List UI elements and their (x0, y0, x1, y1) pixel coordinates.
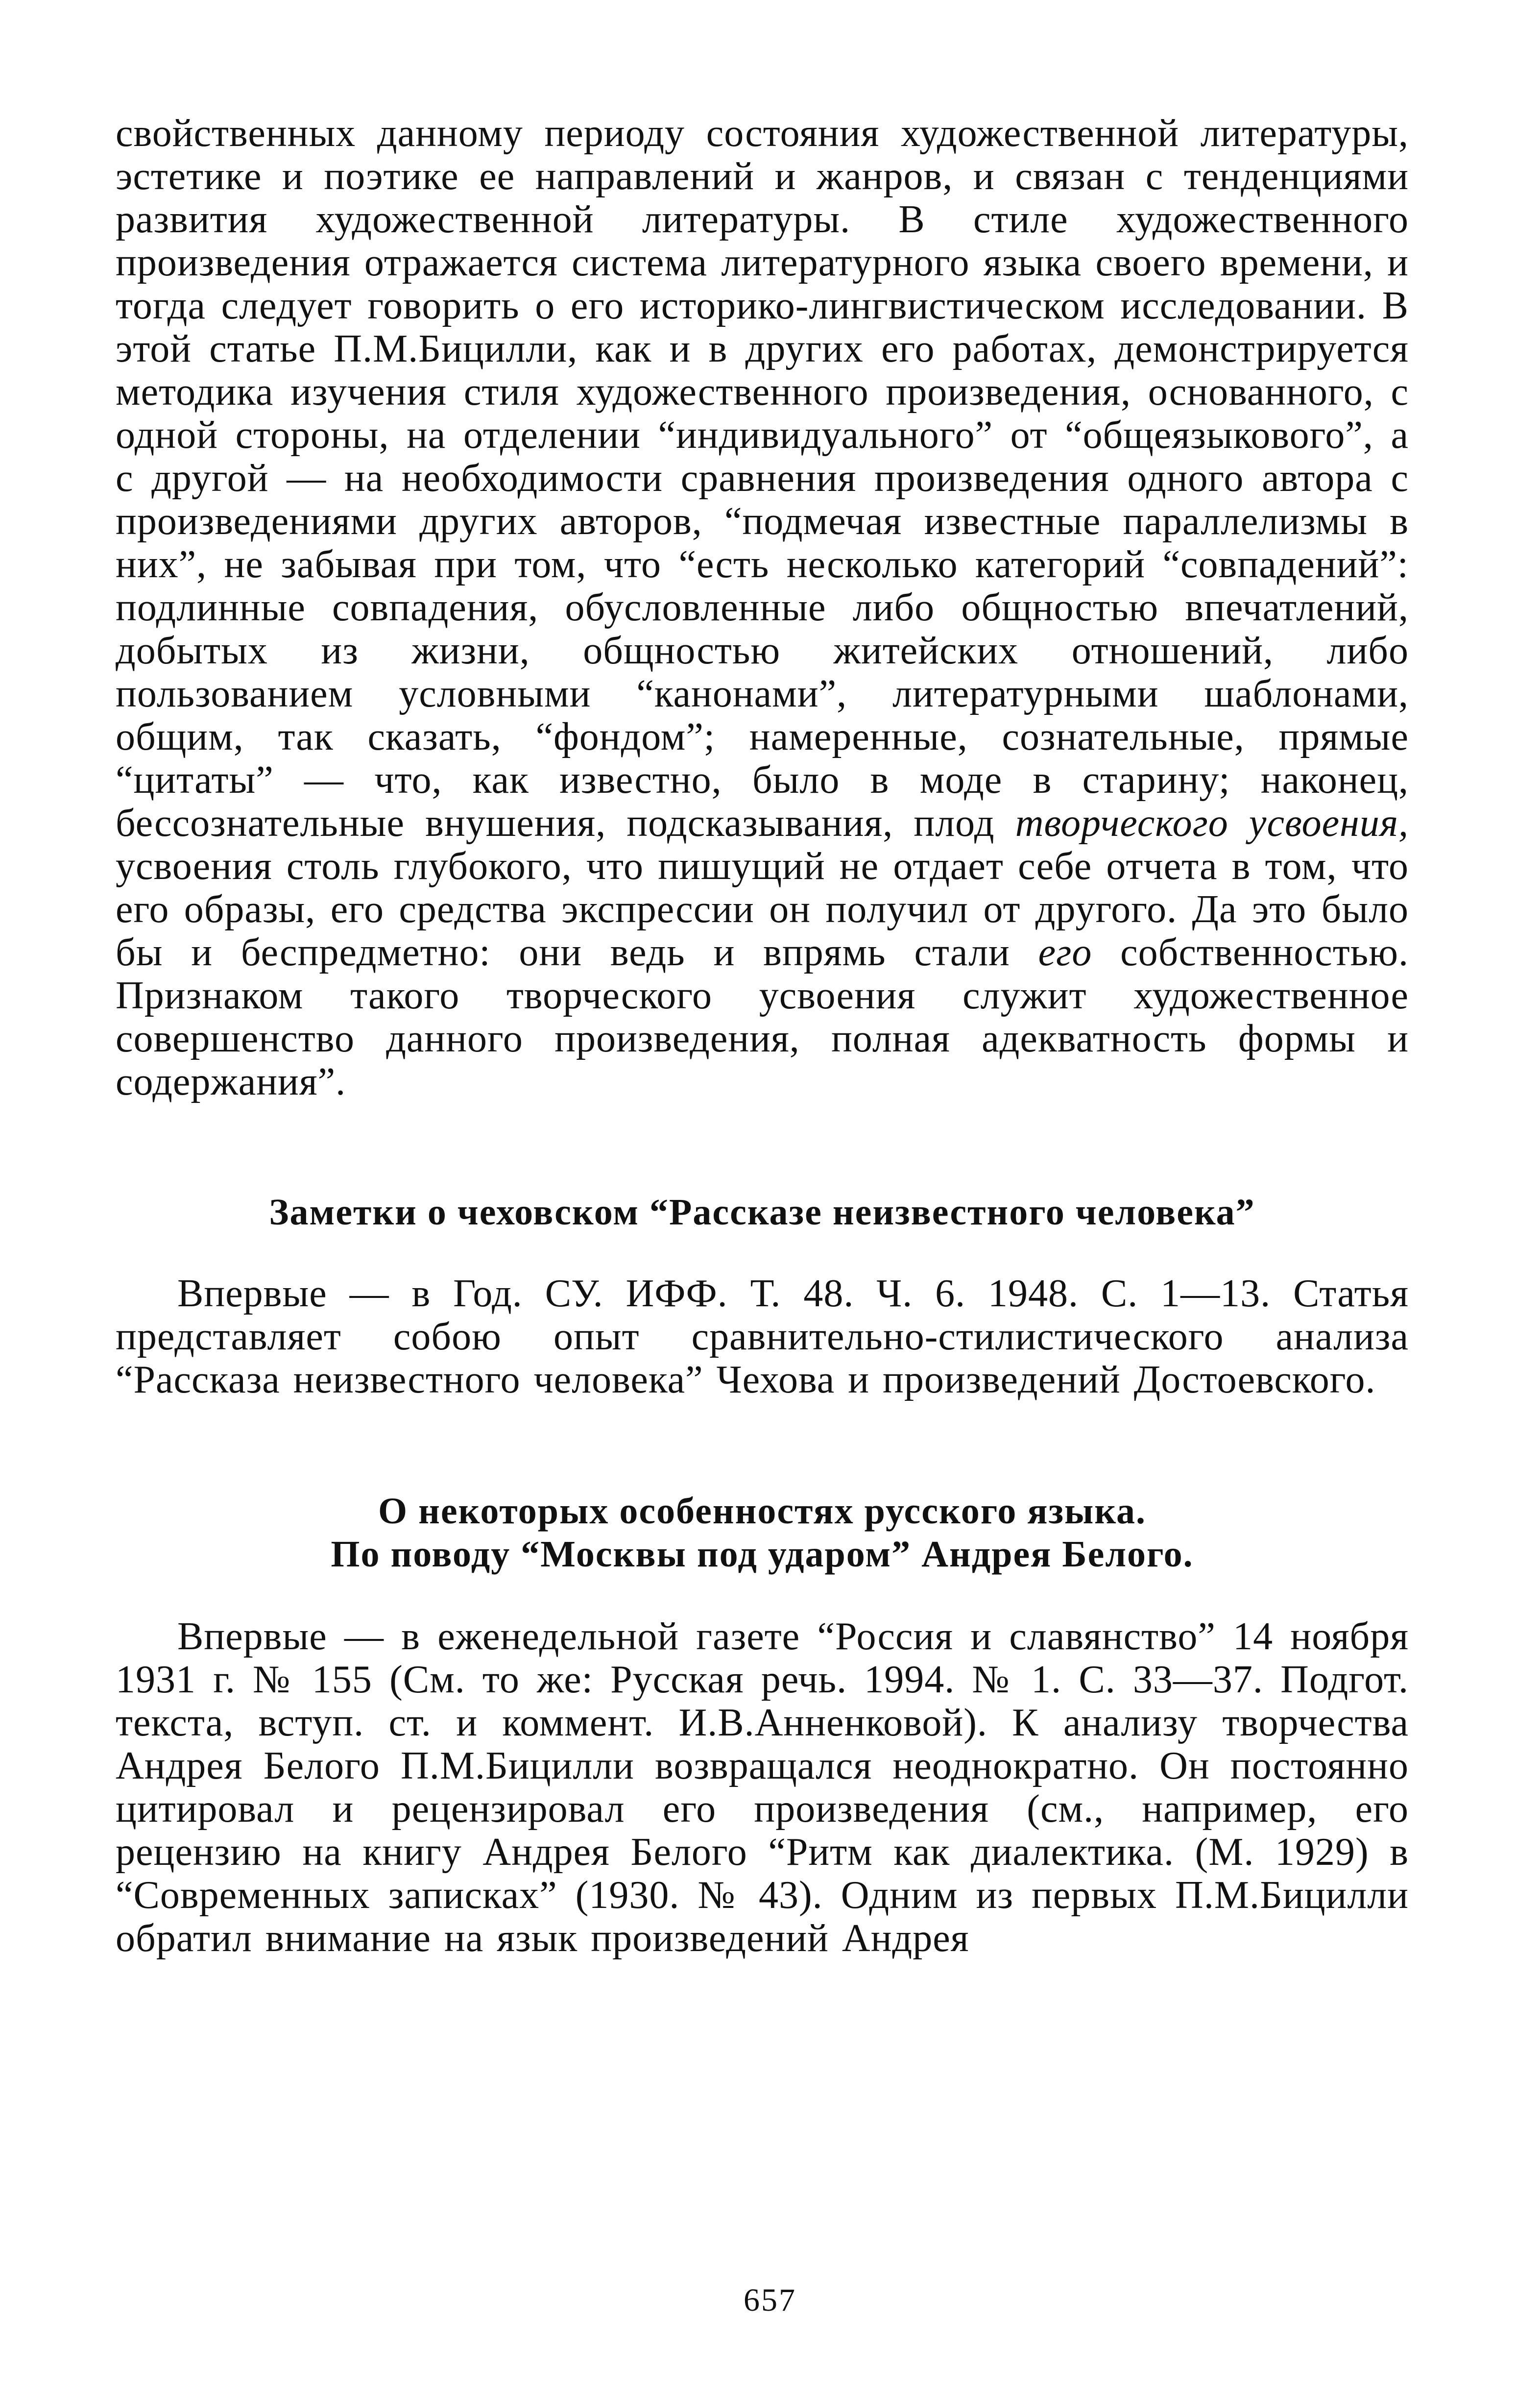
heading-line-1: О некоторых особенностях русского языка. (378, 1490, 1146, 1532)
page-body (116, 112, 1409, 1960)
text-run: свойственных данному периоду состояния художественной литературы, эстетике и поэтике ее направлений и жанров, и связан с тенденциями развития художественной литературы. В стиле художественного произведения отражается система литературного языка своего времени, и тогда следует говорить о его историко-лингвистическом исследовании. В этой статье П.М.Бицилли, как и в других его работах, демонстрируется методика изучения стиля художественного произведения, основанного, с одной стороны, на отделении “индивидуального” от “общеязыкового”, а с другой — на необходимости сравнения произведения одного автора с произведениями других авторов, “подмечая известные параллелизмы в них”, не забывая при том, что “есть несколько категорий “совпадений”: подлинные совпадения, обусловленные либо общностью впечатлений, добытых из жизни, общностью житейских отношений, либо пользованием условными “канонами”, литературными шаблонами, общим, так сказать, “фондом”; намеренные, сознательные, прямые “цитаты” — что, как известно, было в моде в старину; наконец, бессознательные внушения, подсказывания, плод (116, 112, 1409, 845)
paragraph-bely: Впервые — в еженедельной газете “Россия и славянство” 14 ноября 1931 г. № 155 (См. то же: Русская речь. 1994. № 1. С. 33—37. Подгот. текста, вступ. ст. и коммент. И.В.Анненковой). К анализу творчества Андрея Белого П.М.Бицилли возвращался неоднократно. Он постоянно цитировал и рецензировал его произведения (см., например, его рецензию на книгу Андрея Белого “Ритм как диалектика. (М. 1929) в “Современных записках” (1930. № 43). Одним из первых П.М.Бицилли обратил внимание на язык произведений Андрея (116, 1615, 1409, 1960)
page-number: 657 (744, 2282, 796, 2318)
text-run: собственностью. Признаком такого творческого усвоения служит художественное совершенство данного произведения, полная адекватность формы и содержания”. (116, 931, 1409, 1103)
italic-word: его (1038, 931, 1092, 974)
section-heading-bely (116, 1490, 1409, 1576)
heading-line-2: По поводу “Москвы под ударом” Андрея Белого. (331, 1534, 1194, 1575)
text-run: усвоения столь глубокого, что пишущий не отдает себе отчета в том, что его образы, его средства экспрессии он получил от другого. Да это было бы и беспредметно: они ведь и впрямь стали (116, 845, 1409, 974)
paragraph-chekhov: Впервые — в Год. СУ. ИФФ. Т. 48. Ч. 6. 1948. С. 1—13. Статья представляет собою опыт сравнительно-стилистического анализа “Рассказа неизвестного человека” Чехова и произведений Достоевского. (116, 1272, 1409, 1401)
paragraph-continuation (116, 112, 1409, 1103)
section-heading-chekhov: Заметки о чеховском “Рассказе неизвестного человека” (269, 1192, 1255, 1233)
italic-phrase: творческого усвоения, (1015, 802, 1409, 845)
